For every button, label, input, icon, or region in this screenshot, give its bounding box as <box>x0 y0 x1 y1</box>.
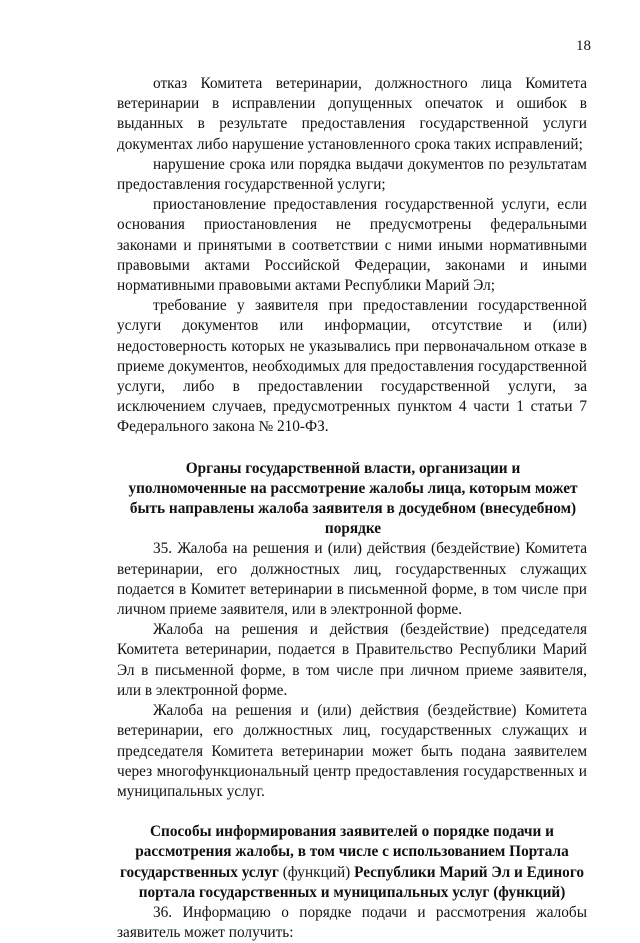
document-body <box>117 74 587 943</box>
paragraph: приостановление предоставления государственной услуги, если основания приостановления не предусмотрены федеральными законами и принятыми в соответствии с ними иными нормативными правовыми актами Российской Федерации, законами и иными нормативными правовыми актами Республики Марий Эл; <box>117 196 587 295</box>
paragraph: 36. Информацию о порядке подачи и рассмотрения жалобы заявитель может получить: <box>117 903 587 942</box>
paragraph: 35. Жалоба на решения и (или) действия (бездействие) Комитета ветеринарии, его должностных лиц, государственных служащих подается в Комитет ветеринарии в письменной форме, в том числе при личном приеме заявителя, или в электронной форме. <box>117 540 587 619</box>
page-number: 18 <box>576 38 591 54</box>
heading-part-light: (функций) <box>282 863 351 881</box>
section-heading-complaint-bodies: Органы государственной власти, организации и уполномоченные на рассмотрение жалобы лица, которым может быть направлены жалоба заявителя в досудебном (внесудебном) порядке <box>128 459 578 538</box>
paragraph: требование у заявителя при предоставлении государственной услуги документов или информации, отсутствие и (или) недостоверность которых не указывались при первоначальном отказе в приеме документов, необходимых для предоставления государственной услуги, либо в предоставлении государственной услуги, за исключением случаев, предусмотренных пунктом 4 части 1 статьи 7 Федерального закона № 210-ФЗ. <box>117 297 587 436</box>
paragraph: Жалоба на решения и действия (бездействие) председателя Комитета ветеринарии, подается в Правительство Республики Марий Эл в письменной форме, в том числе при личном приеме заявителя, или в электронной форме. <box>117 621 587 699</box>
heading-part: Республики Марий Эл и Единого портала государственных и муниципальных услуг (функций) <box>138 863 585 901</box>
section-heading-informing-methods <box>117 822 587 903</box>
paragraph: нарушение срока или порядка выдачи документов по результатам предоставления государственной услуги; <box>117 155 587 194</box>
heading-part: Способы информирования заявителей о порядке подачи и рассмотрения жалобы, в том числе с использованием Портала государственных услуг <box>119 823 569 881</box>
paragraph: Жалоба на решения и (или) действия (бездействие) Комитета ветеринарии, его должностных лиц, государственных служащих и председателя Комитета ветеринарии может быть подана заявителем через многофункциональный центр предоставления государственных и муниципальных услуг. <box>117 702 587 800</box>
paragraph: отказ Комитета ветеринарии, должностного лица Комитета ветеринарии в исправлении допущенных опечаток и ошибок в выданных в результате предоставления государственной услуги документах либо нарушение установленного срока таких исправлений; <box>117 75 587 153</box>
